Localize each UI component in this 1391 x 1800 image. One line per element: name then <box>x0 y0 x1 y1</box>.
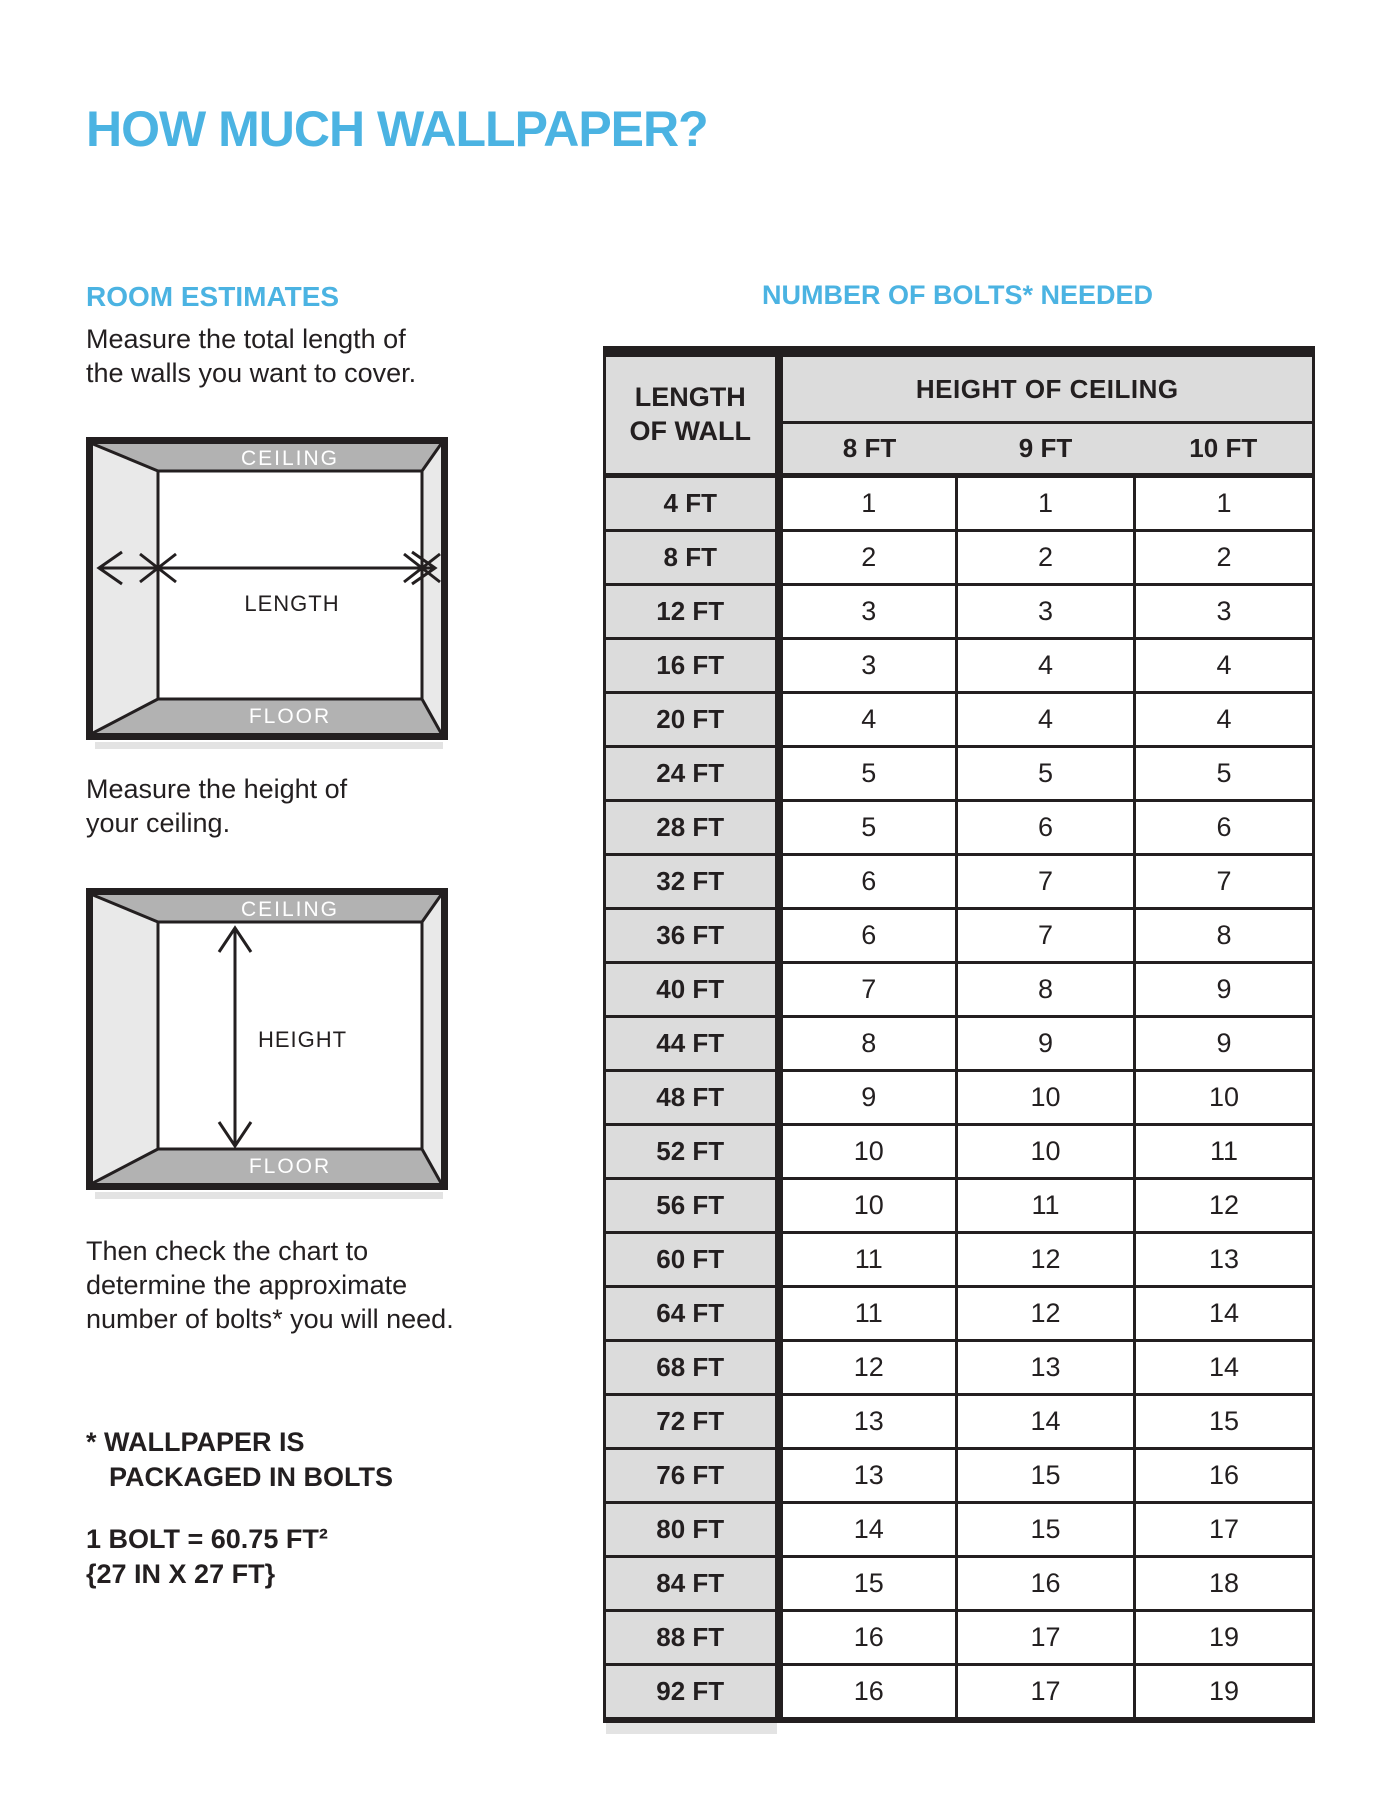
bolts-10ft-cell: 16 <box>1135 1449 1314 1503</box>
bolts-10ft-cell: 1 <box>1135 476 1314 531</box>
bolts-10ft-cell: 3 <box>1135 585 1314 639</box>
bolts-9ft-cell: 14 <box>957 1395 1135 1449</box>
bolts-9ft-cell: 2 <box>957 531 1135 585</box>
wall-length-cell: 12 FT <box>605 585 779 639</box>
bolts-10ft-cell: 4 <box>1135 639 1314 693</box>
bolts-10ft-cell: 9 <box>1135 1017 1314 1071</box>
wall-length-cell: 36 FT <box>605 909 779 963</box>
floor-label: FLOOR <box>248 705 332 728</box>
length-label: LENGTH <box>244 591 340 616</box>
bolts-9ft-cell: 7 <box>957 855 1135 909</box>
bolts-9ft-cell: 4 <box>957 693 1135 747</box>
bolts-10ft-cell: 7 <box>1135 855 1314 909</box>
bolts-9ft-cell: 5 <box>957 747 1135 801</box>
wall-length-cell: 80 FT <box>605 1503 779 1557</box>
table-row <box>605 855 1314 909</box>
bolts-10ft-cell: 19 <box>1135 1665 1314 1721</box>
bolts-10ft-cell: 5 <box>1135 747 1314 801</box>
bolts-10ft-cell: 14 <box>1135 1341 1314 1395</box>
instruction-line: your ceiling. <box>86 808 231 838</box>
bolts-9ft-cell: 9 <box>957 1017 1135 1071</box>
bolts-10ft-cell: 4 <box>1135 693 1314 747</box>
table-row <box>605 1233 1314 1287</box>
table-row <box>605 909 1314 963</box>
bolts-8ft-cell: 4 <box>779 693 957 747</box>
table-row <box>605 801 1314 855</box>
right-wall-panel <box>422 895 441 1183</box>
bolts-10ft-cell: 13 <box>1135 1233 1314 1287</box>
table-row <box>605 531 1314 585</box>
bolts-8ft-cell: 14 <box>779 1503 957 1557</box>
bolts-9ft-cell: 10 <box>957 1071 1135 1125</box>
left-wall-panel <box>93 444 158 733</box>
wall-length-cell: 28 FT <box>605 801 779 855</box>
bolts-9ft-cell: 7 <box>957 909 1135 963</box>
column-header-9ft: 9 FT <box>957 423 1135 476</box>
wall-length-cell: 48 FT <box>605 1071 779 1125</box>
bolts-table <box>603 346 1315 1723</box>
bolts-8ft-cell: 10 <box>779 1179 957 1233</box>
instruction-check-chart <box>86 1234 454 1336</box>
instruction-line: the walls you want to cover. <box>86 358 417 388</box>
bolts-10ft-cell: 9 <box>1135 963 1314 1017</box>
wall-length-cell: 32 FT <box>605 855 779 909</box>
bolts-8ft-cell: 6 <box>779 855 957 909</box>
equation-line: {27 IN X 27 FT} <box>86 1559 276 1589</box>
bolts-8ft-cell: 8 <box>779 1017 957 1071</box>
header-row-group <box>605 352 1314 423</box>
wall-length-cell: 20 FT <box>605 693 779 747</box>
room-height-diagram <box>86 888 448 1190</box>
table-row <box>605 1179 1314 1233</box>
bolts-8ft-cell: 12 <box>779 1341 957 1395</box>
table-row <box>605 1125 1314 1179</box>
left-wall-panel <box>93 895 158 1183</box>
column-header-10ft: 10 FT <box>1135 423 1314 476</box>
table-row <box>605 747 1314 801</box>
table-row <box>605 585 1314 639</box>
bolts-10ft-cell: 14 <box>1135 1287 1314 1341</box>
bolts-footnote <box>86 1425 393 1495</box>
bolts-8ft-cell: 3 <box>779 585 957 639</box>
table-row <box>605 693 1314 747</box>
table-row <box>605 1611 1314 1665</box>
bolts-9ft-cell: 4 <box>957 639 1135 693</box>
bolts-10ft-cell: 18 <box>1135 1557 1314 1611</box>
bolts-9ft-cell: 15 <box>957 1449 1135 1503</box>
bolts-9ft-cell: 10 <box>957 1125 1135 1179</box>
equation-line: 1 BOLT = 60.75 FT² <box>86 1524 328 1554</box>
wall-length-cell: 72 FT <box>605 1395 779 1449</box>
ceiling-label: CEILING <box>240 447 340 470</box>
bolts-table-body <box>605 476 1314 1721</box>
length-of-wall-line: OF WALL <box>629 416 751 446</box>
footnote-line: PACKAGED IN BOLTS <box>109 1462 394 1492</box>
bolt-size-equation <box>86 1522 328 1592</box>
table-row <box>605 476 1314 531</box>
bolts-9ft-cell: 13 <box>957 1341 1135 1395</box>
room-estimates-heading: ROOM ESTIMATES <box>86 281 340 313</box>
page-title: HOW MUCH WALLPAPER? <box>86 100 708 157</box>
instruction-line: Measure the total length of <box>86 324 406 354</box>
bolts-9ft-cell: 6 <box>957 801 1135 855</box>
table-row <box>605 1665 1314 1721</box>
bolts-8ft-cell: 11 <box>779 1233 957 1287</box>
table-footer-strip <box>606 1723 777 1734</box>
bolts-needed-heading: NUMBER OF BOLTS* NEEDED <box>761 280 1153 311</box>
instruction-line: Measure the height of <box>86 774 348 804</box>
instruction-line: Then check the chart to <box>86 1236 369 1266</box>
table-row <box>605 1503 1314 1557</box>
room-length-diagram <box>86 437 448 740</box>
bolts-8ft-cell: 1 <box>779 476 957 531</box>
height-of-ceiling-header: HEIGHT OF CEILING <box>779 352 1314 423</box>
bolts-8ft-cell: 5 <box>779 801 957 855</box>
bolts-8ft-cell: 16 <box>779 1665 957 1721</box>
wall-length-cell: 40 FT <box>605 963 779 1017</box>
bolts-9ft-cell: 16 <box>957 1557 1135 1611</box>
bolts-9ft-cell: 17 <box>957 1665 1135 1721</box>
table-row <box>605 1017 1314 1071</box>
ceiling-label: CEILING <box>240 898 340 921</box>
bolts-8ft-cell: 9 <box>779 1071 957 1125</box>
table-row <box>605 639 1314 693</box>
bolts-8ft-cell: 7 <box>779 963 957 1017</box>
floor-label: FLOOR <box>248 1155 332 1178</box>
wall-length-cell: 8 FT <box>605 531 779 585</box>
bolts-table-head <box>605 352 1314 476</box>
instruction-measure-length <box>86 322 416 390</box>
table-row <box>605 1071 1314 1125</box>
bolts-8ft-cell: 10 <box>779 1125 957 1179</box>
bolts-10ft-cell: 6 <box>1135 801 1314 855</box>
back-wall-outline <box>158 471 422 699</box>
bolts-table-wrap <box>603 346 1312 1734</box>
bolts-10ft-cell: 12 <box>1135 1179 1314 1233</box>
bolts-10ft-cell: 2 <box>1135 531 1314 585</box>
wall-length-cell: 24 FT <box>605 747 779 801</box>
wall-length-cell: 4 FT <box>605 476 779 531</box>
table-row <box>605 1287 1314 1341</box>
bolts-8ft-cell: 15 <box>779 1557 957 1611</box>
wall-length-cell: 68 FT <box>605 1341 779 1395</box>
bolts-8ft-cell: 3 <box>779 639 957 693</box>
bolts-9ft-cell: 8 <box>957 963 1135 1017</box>
bolts-10ft-cell: 8 <box>1135 909 1314 963</box>
wall-length-cell: 92 FT <box>605 1665 779 1721</box>
table-row <box>605 1341 1314 1395</box>
wall-length-cell: 16 FT <box>605 639 779 693</box>
bolts-10ft-cell: 11 <box>1135 1125 1314 1179</box>
bolts-9ft-cell: 12 <box>957 1287 1135 1341</box>
bolts-8ft-cell: 6 <box>779 909 957 963</box>
bolts-8ft-cell: 2 <box>779 531 957 585</box>
bolts-8ft-cell: 13 <box>779 1449 957 1503</box>
bolts-8ft-cell: 13 <box>779 1395 957 1449</box>
length-of-wall-line: LENGTH <box>634 382 746 413</box>
wall-length-cell: 52 FT <box>605 1125 779 1179</box>
bolts-9ft-cell: 1 <box>957 476 1135 531</box>
table-row <box>605 1395 1314 1449</box>
wall-length-cell: 60 FT <box>605 1233 779 1287</box>
bolts-8ft-cell: 16 <box>779 1611 957 1665</box>
bolts-9ft-cell: 11 <box>957 1179 1135 1233</box>
bolts-9ft-cell: 17 <box>957 1611 1135 1665</box>
wall-length-cell: 56 FT <box>605 1179 779 1233</box>
table-row <box>605 1557 1314 1611</box>
height-label: HEIGHT <box>258 1027 348 1052</box>
length-of-wall-header <box>605 352 779 476</box>
bolts-9ft-cell: 12 <box>957 1233 1135 1287</box>
bolts-8ft-cell: 5 <box>779 747 957 801</box>
column-header-8ft: 8 FT <box>779 423 957 476</box>
bolts-9ft-cell: 3 <box>957 585 1135 639</box>
wall-length-cell: 44 FT <box>605 1017 779 1071</box>
wall-length-cell: 84 FT <box>605 1557 779 1611</box>
wall-length-cell: 88 FT <box>605 1611 779 1665</box>
instruction-measure-height <box>86 772 347 840</box>
bolts-8ft-cell: 11 <box>779 1287 957 1341</box>
bolts-10ft-cell: 15 <box>1135 1395 1314 1449</box>
table-row <box>605 1449 1314 1503</box>
bolts-10ft-cell: 17 <box>1135 1503 1314 1557</box>
diagram-shadow <box>95 1192 443 1199</box>
instruction-line: number of bolts* you will need. <box>86 1304 454 1334</box>
right-wall-panel <box>422 444 441 733</box>
table-row <box>605 963 1314 1017</box>
bolts-10ft-cell: 10 <box>1135 1071 1314 1125</box>
bolts-9ft-cell: 15 <box>957 1503 1135 1557</box>
wall-length-cell: 76 FT <box>605 1449 779 1503</box>
wall-length-cell: 64 FT <box>605 1287 779 1341</box>
footnote-line: * WALLPAPER IS <box>86 1427 305 1457</box>
diagram-shadow <box>95 742 443 749</box>
instruction-line: determine the approximate <box>86 1270 408 1300</box>
bolts-10ft-cell: 19 <box>1135 1611 1314 1665</box>
